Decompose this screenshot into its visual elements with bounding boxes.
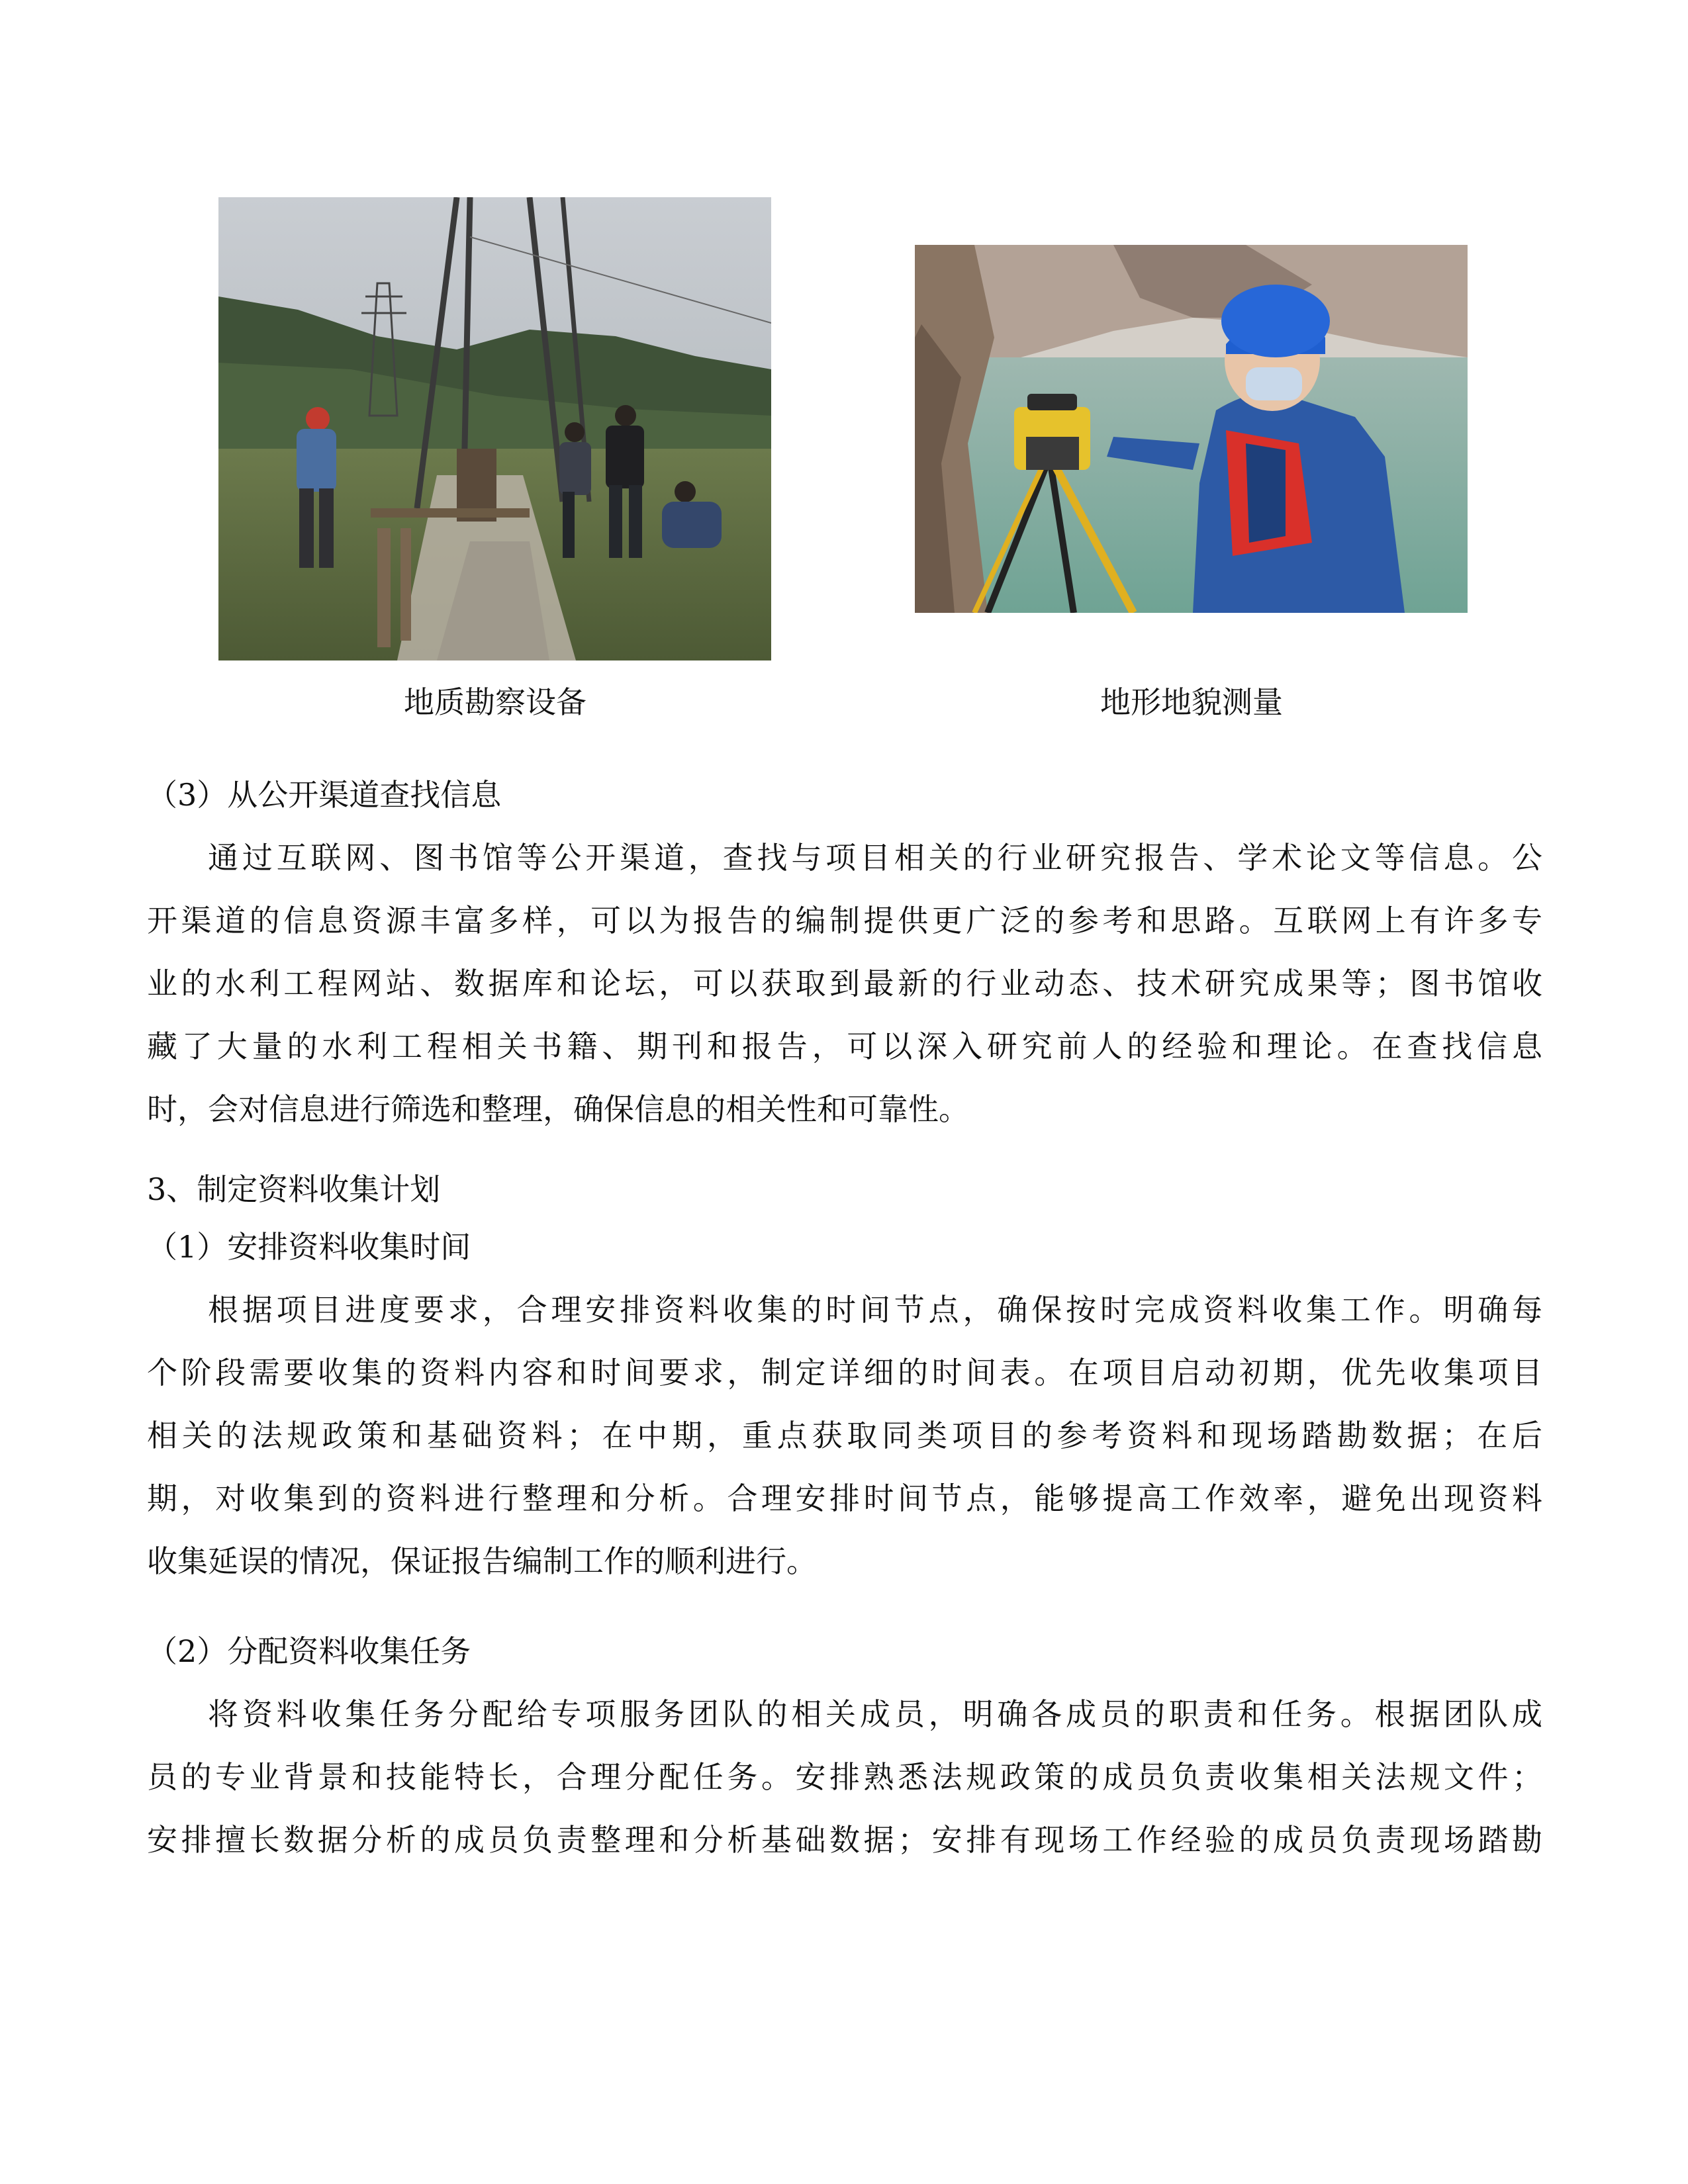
topographic-survey-photo: [915, 245, 1468, 613]
section-task-assignment: [147, 1620, 1542, 1872]
paragraph-line: 安排擅长数据分析的成员负责整理和分析基础数据；安排有现场工作经验的成员负责现场踏勘: [147, 1822, 1542, 1858]
drilling-rig-image: [218, 197, 771, 660]
section-heading: （3）从公开渠道查找信息: [147, 777, 502, 813]
subsection-heading: （1）安排资料收集时间: [147, 1229, 471, 1265]
paragraph-line: 将资料收集任务分配给专项服务团队的相关成员，明确各成员的职责和任务。根据团队成: [208, 1696, 1542, 1732]
figure-caption-topographic: 地形地貌测量: [1100, 684, 1283, 720]
paragraph-line: 个阶段需要收集的资料内容和时间要求，制定详细的时间表。在项目启动初期，优先收集项目: [147, 1355, 1542, 1390]
paragraph-line: 根据项目进度要求，合理安排资料收集的时间节点，确保按时完成资料收集工作。明确每: [208, 1292, 1542, 1328]
paragraph-line: 业的水利工程网站、数据库和论坛，可以获取到最新的行业动态、技术研究成果等；图书馆收: [147, 966, 1542, 1001]
paragraph-line: 员的专业背景和技能特长，合理分配任务。安排熟悉法规政策的成员负责收集相关法规文件；: [147, 1759, 1542, 1795]
section-heading: 3、制定资料收集计划: [147, 1171, 441, 1207]
paragraph-line: 相关的法规政策和基础资料；在中期，重点获取同类项目的参考资料和现场踏勘数据；在后: [147, 1418, 1542, 1453]
paragraph-line: 期，对收集到的资料进行整理和分析。合理安排时间节点，能够提高工作效率，避免出现资料: [147, 1480, 1542, 1516]
paragraph-task-assignment: [147, 1683, 1542, 1872]
subsection-heading: （2）分配资料收集任务: [147, 1633, 471, 1669]
section-collection-plan: [147, 1158, 1542, 1593]
paragraph-line: 开渠道的信息资源丰富多样，可以为报告的编制提供更广泛的参考和思路。互联网上有许多专: [147, 903, 1542, 938]
geological-survey-photo: [218, 197, 771, 660]
section-public-channels: [147, 764, 1542, 1141]
paragraph-line: 收集延误的情况，保证报告编制工作的顺利进行。: [147, 1543, 817, 1579]
paragraph-line: 时，会对信息进行筛选和整理，确保信息的相关性和可靠性。: [147, 1091, 969, 1127]
figure-caption-geological: 地质勘察设备: [404, 684, 586, 720]
paragraph-schedule: [147, 1279, 1542, 1593]
paragraph-line: 藏了大量的水利工程相关书籍、期刊和报告，可以深入研究前人的经验和理论。在查找信息: [147, 1028, 1542, 1064]
paragraph-public-channels: [147, 827, 1542, 1141]
surveyor-image: [915, 245, 1468, 613]
paragraph-line: 通过互联网、图书馆等公开渠道，查找与项目相关的行业研究报告、学术论文等信息。公: [208, 840, 1542, 876]
